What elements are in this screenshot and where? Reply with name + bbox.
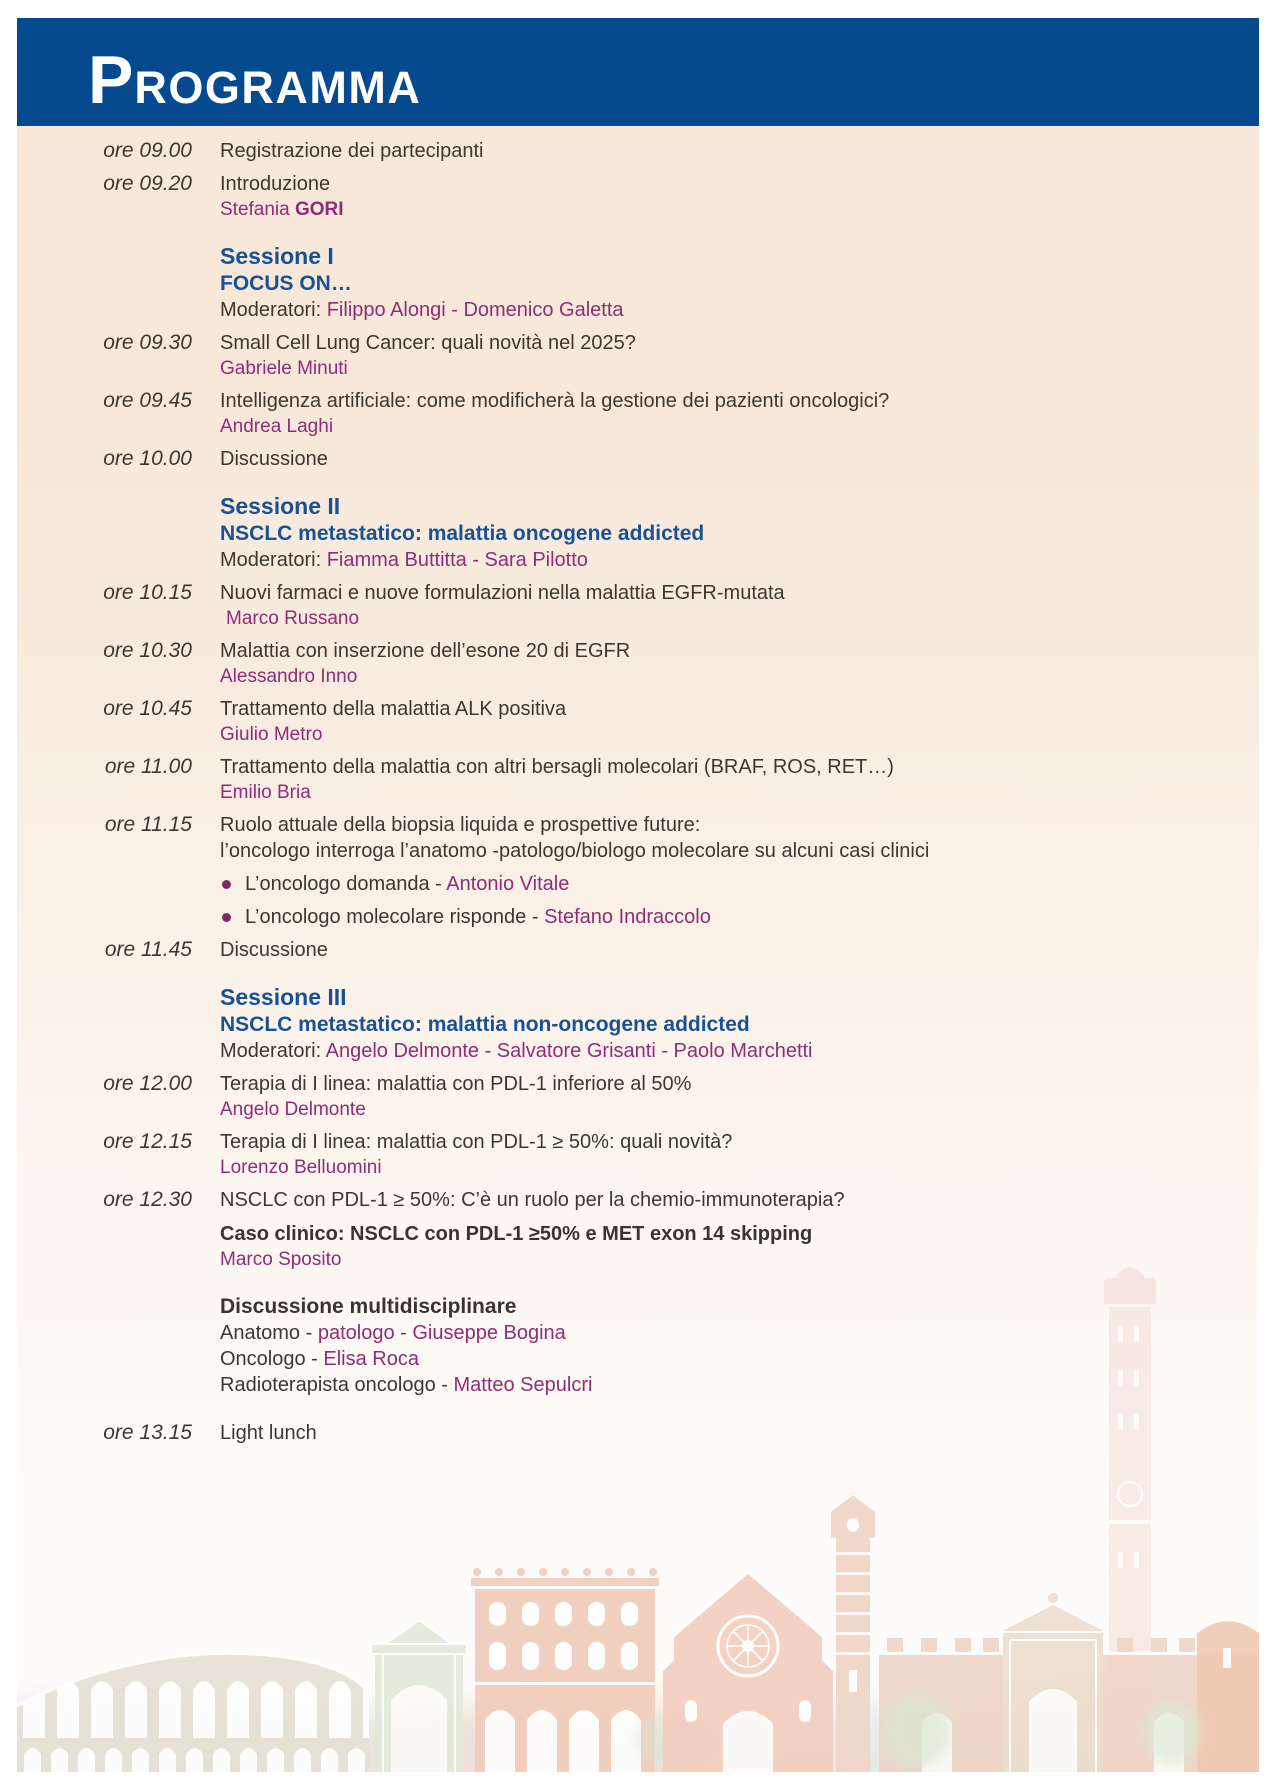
person-name: patologo - Giuseppe Bogina (317, 1322, 566, 1344)
text-segment: Intelligenza artificiale: come modificherà la gestione dei pazienti oncologici? (220, 390, 890, 412)
person-name: GORI (295, 199, 344, 220)
entry-body (220, 1294, 1259, 1398)
speaker-line (220, 665, 1259, 689)
city-gate-illustration (879, 1592, 1259, 1772)
talk-title (220, 638, 1259, 664)
entry-body (220, 446, 1259, 472)
session-title (220, 983, 1259, 1012)
schedule-entry (17, 812, 1259, 930)
entry-body (220, 983, 1259, 1064)
schedule-entry (17, 1221, 1259, 1272)
text-segment: Moderatori: (220, 549, 327, 571)
bullet-item (220, 871, 1259, 897)
time-label: ore 09.20 (103, 172, 192, 195)
text-segment: NSCLC con PDL-1 ≥ 50%: C’è un ruolo per la chemio-immunoterapia? (220, 1189, 845, 1211)
time-label (17, 1221, 192, 1272)
talk-title (220, 812, 1259, 838)
schedule-entry (17, 937, 1259, 963)
campanile-illustration (829, 1492, 877, 1772)
speaker-line (220, 1098, 1259, 1122)
talk-title (220, 696, 1259, 722)
person-name: Elisa Roca (323, 1348, 419, 1370)
person-name: Gabriele Minuti (220, 358, 348, 379)
schedule-entry (17, 1129, 1259, 1180)
text-segment: Introduzione (220, 173, 331, 195)
person-name: Antonio Vitale (446, 873, 570, 895)
schedule-entry (17, 242, 1259, 323)
time-label (17, 242, 192, 323)
session-subtitle (220, 1012, 1259, 1038)
text-segment: Light lunch (220, 1422, 317, 1444)
watercolor-wash (17, 1686, 1259, 1772)
session-title (220, 242, 1259, 271)
talk-title (220, 330, 1259, 356)
speaker-line (220, 198, 1259, 222)
entry-body (220, 1221, 1259, 1272)
text-segment: NSCLC metastatico: malattia non-oncogene addicted (220, 1013, 750, 1036)
schedule-entry (17, 138, 1259, 164)
text-segment: Radioterapista oncologo - (220, 1374, 454, 1396)
entry-body (220, 754, 1259, 805)
program-header (17, 18, 1259, 126)
moderators-line (220, 297, 1259, 323)
text-segment: Small Cell Lung Cancer: quali novità nel 2025? (220, 332, 636, 354)
gavi-arch-illustration (371, 1618, 467, 1772)
schedule-entry (17, 446, 1259, 472)
talk-title (220, 754, 1259, 780)
bullet-dot (222, 913, 231, 922)
text-segment: Oncologo - (220, 1348, 324, 1370)
schedule-entry (17, 580, 1259, 631)
castle-tower-illustration (1197, 1620, 1259, 1772)
entry-body (220, 580, 1259, 631)
church-illustration (663, 1572, 833, 1772)
text-segment: Registrazione dei partecipanti (220, 140, 484, 162)
person-name: Marco Russano (226, 608, 360, 629)
schedule-entry (17, 1294, 1259, 1398)
schedule-entry (17, 1187, 1259, 1213)
text-segment: Ruolo attuale della biopsia liquida e prospettive future: (220, 814, 701, 836)
speaker-line (220, 357, 1259, 381)
talk-title (220, 388, 1259, 414)
text-segment: Trattamento della malattia ALK positiva (220, 698, 567, 720)
entry-body (220, 1129, 1259, 1180)
entry-body (220, 330, 1259, 381)
title-rest: ROGRAMMA (134, 62, 422, 113)
person-name: Stefania (220, 199, 295, 220)
entry-body (220, 492, 1259, 573)
speaker-line (220, 781, 1259, 805)
time-label: ore 11.45 (104, 938, 192, 961)
person-name: Matteo Sepulcri (453, 1374, 593, 1396)
moderators-line (220, 1038, 1259, 1064)
session-subtitle (220, 521, 1259, 547)
person-name: Andrea Laghi (220, 416, 334, 437)
time-label: ore 10.30 (103, 639, 192, 662)
person-name: Angelo Delmonte (220, 1099, 366, 1120)
entry-body (220, 1071, 1259, 1122)
text-segment: Terapia di I linea: malattia con PDL-1 ≥ 50%: quali novità? (220, 1131, 733, 1153)
person-name: Stefano Indraccolo (544, 906, 711, 928)
moderators-line (220, 1346, 1259, 1372)
time-label: ore 10.15 (103, 581, 192, 604)
person-name: Emilio Bria (220, 782, 311, 803)
entry-body (220, 1187, 1259, 1213)
schedule-entry (17, 983, 1259, 1064)
arena-illustration (17, 1640, 369, 1772)
talk-title (220, 838, 1259, 864)
moderators-line (220, 547, 1259, 573)
entry-body (220, 638, 1259, 689)
entry-body (220, 696, 1259, 747)
text-segment: Nuovi farmaci e nuove formulazioni nella malattia EGFR-mutata (220, 582, 785, 604)
title-initial: P (88, 42, 135, 118)
talk-title (220, 1071, 1259, 1097)
text-segment: Discussione multidisciplinare (220, 1295, 517, 1318)
bullet-dot (222, 880, 231, 889)
speaker-line (220, 1156, 1259, 1180)
time-label: ore 11.00 (104, 755, 192, 778)
entry-body (220, 388, 1259, 439)
entry-body (220, 138, 1259, 164)
schedule (17, 126, 1259, 1446)
time-label: ore 13.15 (103, 1421, 192, 1444)
palazzo-illustration (471, 1568, 659, 1772)
speaker-line (220, 1248, 1259, 1272)
entry-body (220, 242, 1259, 323)
talk-title (220, 1420, 1259, 1446)
schedule-entry (17, 754, 1259, 805)
person-name: Filippo Alongi - Domenico Galetta (326, 299, 624, 321)
talk-title (220, 580, 1259, 606)
page-title (17, 18, 1259, 118)
person-name: Lorenzo Belluomini (220, 1157, 382, 1178)
text-segment: l’oncologo interroga l’anatomo -patologo/biologo molecolare su alcuni casi clinici (220, 840, 930, 862)
entry-body (220, 1420, 1259, 1446)
time-label: ore 09.45 (103, 389, 192, 412)
bullet-item (220, 904, 1259, 930)
speaker-line (220, 607, 1259, 631)
speaker-line (220, 723, 1259, 747)
time-label: ore 10.00 (103, 447, 192, 470)
case-title (220, 1221, 1259, 1247)
text-segment: Sessione III (220, 984, 347, 1010)
talk-title (220, 1129, 1259, 1155)
schedule-entry (17, 330, 1259, 381)
schedule-entry (17, 1420, 1259, 1446)
text-segment: Anatomo - (220, 1322, 318, 1344)
person-name: Giulio Metro (220, 724, 323, 745)
talk-title (220, 138, 1259, 164)
text-segment: L’oncologo domanda - (245, 873, 447, 895)
text-segment: Caso clinico: NSCLC con PDL-1 ≥50% e MET exon 14 skipping (220, 1223, 813, 1245)
moderators-line (220, 1320, 1259, 1346)
time-label: ore 09.30 (103, 331, 192, 354)
person-name: Marco Sposito (220, 1249, 342, 1270)
text-segment: Sessione II (220, 493, 341, 519)
block-heading (220, 1294, 1259, 1320)
text-segment: Discussione (220, 448, 328, 470)
talk-title (220, 446, 1259, 472)
speaker-line (220, 415, 1259, 439)
schedule-entry (17, 638, 1259, 689)
entry-body (220, 937, 1259, 963)
schedule-entry (17, 388, 1259, 439)
talk-title (220, 937, 1259, 963)
talk-title (220, 171, 1259, 197)
entry-body (220, 171, 1259, 222)
time-label (17, 492, 192, 573)
person-name: Alessandro Inno (220, 666, 358, 687)
schedule-entry (17, 492, 1259, 573)
time-label: ore 10.45 (103, 697, 192, 720)
session-subtitle (220, 271, 1259, 297)
time-label: ore 09.00 (103, 139, 192, 162)
talk-title (220, 1187, 1259, 1213)
person-name: Fiamma Buttitta - Sara Pilotto (326, 549, 588, 571)
time-label: ore 12.00 (103, 1072, 192, 1095)
time-label: ore 12.30 (103, 1188, 192, 1211)
text-segment: Trattamento della malattia con altri bersagli molecolari (BRAF, ROS, RET…) (220, 756, 894, 778)
schedule-entry (17, 696, 1259, 747)
text-segment: FOCUS ON… (220, 272, 352, 295)
time-label (17, 983, 192, 1064)
text-segment: NSCLC metastatico: malattia oncogene addicted (220, 522, 705, 545)
time-label: ore 12.15 (103, 1130, 192, 1153)
text-segment: Moderatori: (220, 1040, 326, 1062)
text-segment: Malattia con inserzione dell’esone 20 di EGFR (220, 640, 631, 662)
text-segment: Discussione (220, 939, 328, 961)
text-segment: Moderatori: (220, 299, 327, 321)
person-name: Angelo Delmonte - Salvatore Grisanti - Paolo Marchetti (325, 1040, 813, 1062)
session-title (220, 492, 1259, 521)
schedule-entry (17, 1071, 1259, 1122)
time-label: ore 11.15 (104, 813, 192, 836)
schedule-entry (17, 171, 1259, 222)
text-segment: L’oncologo molecolare risponde - (245, 906, 545, 928)
program-content (17, 18, 1259, 1772)
text-segment: Sessione I (220, 243, 334, 269)
moderators-line (220, 1372, 1259, 1398)
time-label (17, 1294, 192, 1398)
text-segment: Terapia di I linea: malattia con PDL-1 inferiore al 50% (220, 1073, 692, 1095)
entry-body (220, 812, 1259, 930)
